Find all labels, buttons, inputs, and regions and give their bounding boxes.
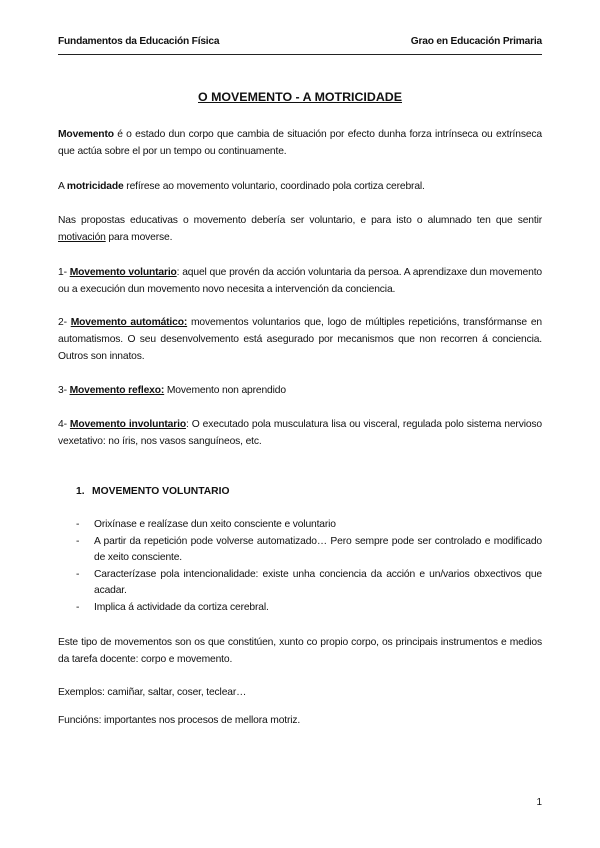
type-text: O executado pola musculatura lisa ou visceral, regulada polo sistema nervioso vexetativo: no íris, nos vasos sanguíneos, etc. <box>58 419 542 447</box>
header-degree: Grao en Educación Primaria <box>410 36 542 47</box>
term-movemento: Movemento <box>58 129 114 140</box>
type-number: 2- <box>58 317 71 328</box>
motricidade-text: refírese ao movemento voluntario, coordinado pola cortiza cerebral. <box>123 181 425 192</box>
type-sep: : <box>185 419 189 430</box>
proposals-text: Nas propostas educativas o movemento debería ser voluntario, e para isto o alumnado ten que sentir <box>58 215 542 226</box>
list-item: - A partir da repetición pode volverse automatizado… Pero sempre pode ser controlado e modificado de xeito consciente. <box>76 536 542 563</box>
type-term: Movemento reflexo: <box>69 385 165 396</box>
list-item: - Implica á actividade da cortiza cerebral. <box>76 600 542 616</box>
type-text: Movemento non aprendido <box>164 385 286 396</box>
page-title: O MOVEMENTO - A MOTRICIDADE <box>198 90 402 104</box>
proposals-end: para moverse. <box>105 232 173 243</box>
header-course: Fundamentos da Educación Física <box>58 36 220 47</box>
dash-marker: - <box>76 569 80 580</box>
page-header <box>58 36 542 55</box>
type-text: movementos voluntarios que, logo de múltiples repeticións, transfórmanse en automatismos. O seu desenvolvemento está asegurado por mecanismos que non recorren á conciencia. Outros son innatos. <box>58 317 542 362</box>
dash-marker: - <box>76 602 80 613</box>
term-motricidade: motricidade <box>66 181 124 192</box>
dash-marker: - <box>76 536 80 547</box>
paragraph-instruments: Este tipo de movementos son os que constitúen, xunto co propio corpo, os principais instrumentos e medios da tarefa docente: corpo e movemento. <box>58 637 542 665</box>
paragraph-examples: Exemplos: camiñar, saltar, coser, teclear… <box>58 687 247 698</box>
type-term: Movemento voluntario <box>69 267 177 278</box>
definition-text: é o estado dun corpo que cambia de situación por efecto dunha forza intrínseca ou extrínseca que actúa sobre el por un tempo ou continuamente. <box>58 129 542 157</box>
type-voluntary <box>58 264 542 298</box>
list-item: - Orixínase e realízase dun xeito consciente e voluntario <box>76 517 542 533</box>
type-automatic <box>58 314 542 365</box>
type-term: Movemento involuntario <box>69 419 186 430</box>
type-text: aquel que provén da acción voluntaria da persoa. A aprendizaxe dun movemento ou a execución dun movemento novo necesita a intervención da conciencia. <box>58 267 542 295</box>
dash-marker: - <box>76 519 80 530</box>
type-number: 3- <box>58 385 70 396</box>
paragraph-definition <box>58 126 542 160</box>
type-involuntary <box>58 416 542 450</box>
section-heading <box>76 486 229 497</box>
motricidade-prefix: A <box>58 181 67 192</box>
section-title: MOVEMENTO VOLUNTARIO <box>92 486 230 497</box>
type-number: 1- <box>58 267 70 278</box>
term-motivacion: motivación <box>58 232 106 243</box>
type-number: 4- <box>58 419 70 430</box>
paragraph-proposals <box>58 212 542 246</box>
paragraph-motricidade <box>58 178 542 195</box>
type-term: Movemento automático: <box>70 317 188 328</box>
list-item: - Caracterízase pola intencionalidade: existe unha conciencia da acción e un/varios obxectivos que acadar. <box>76 569 542 596</box>
paragraph-functions: Funcións: importantes nos procesos de mellora motriz. <box>58 715 301 726</box>
type-reflex <box>58 382 542 399</box>
type-sep: : <box>176 267 180 278</box>
page-number: 1 <box>536 797 542 808</box>
section-number: 1. <box>76 486 85 497</box>
characteristics-list <box>76 517 542 617</box>
